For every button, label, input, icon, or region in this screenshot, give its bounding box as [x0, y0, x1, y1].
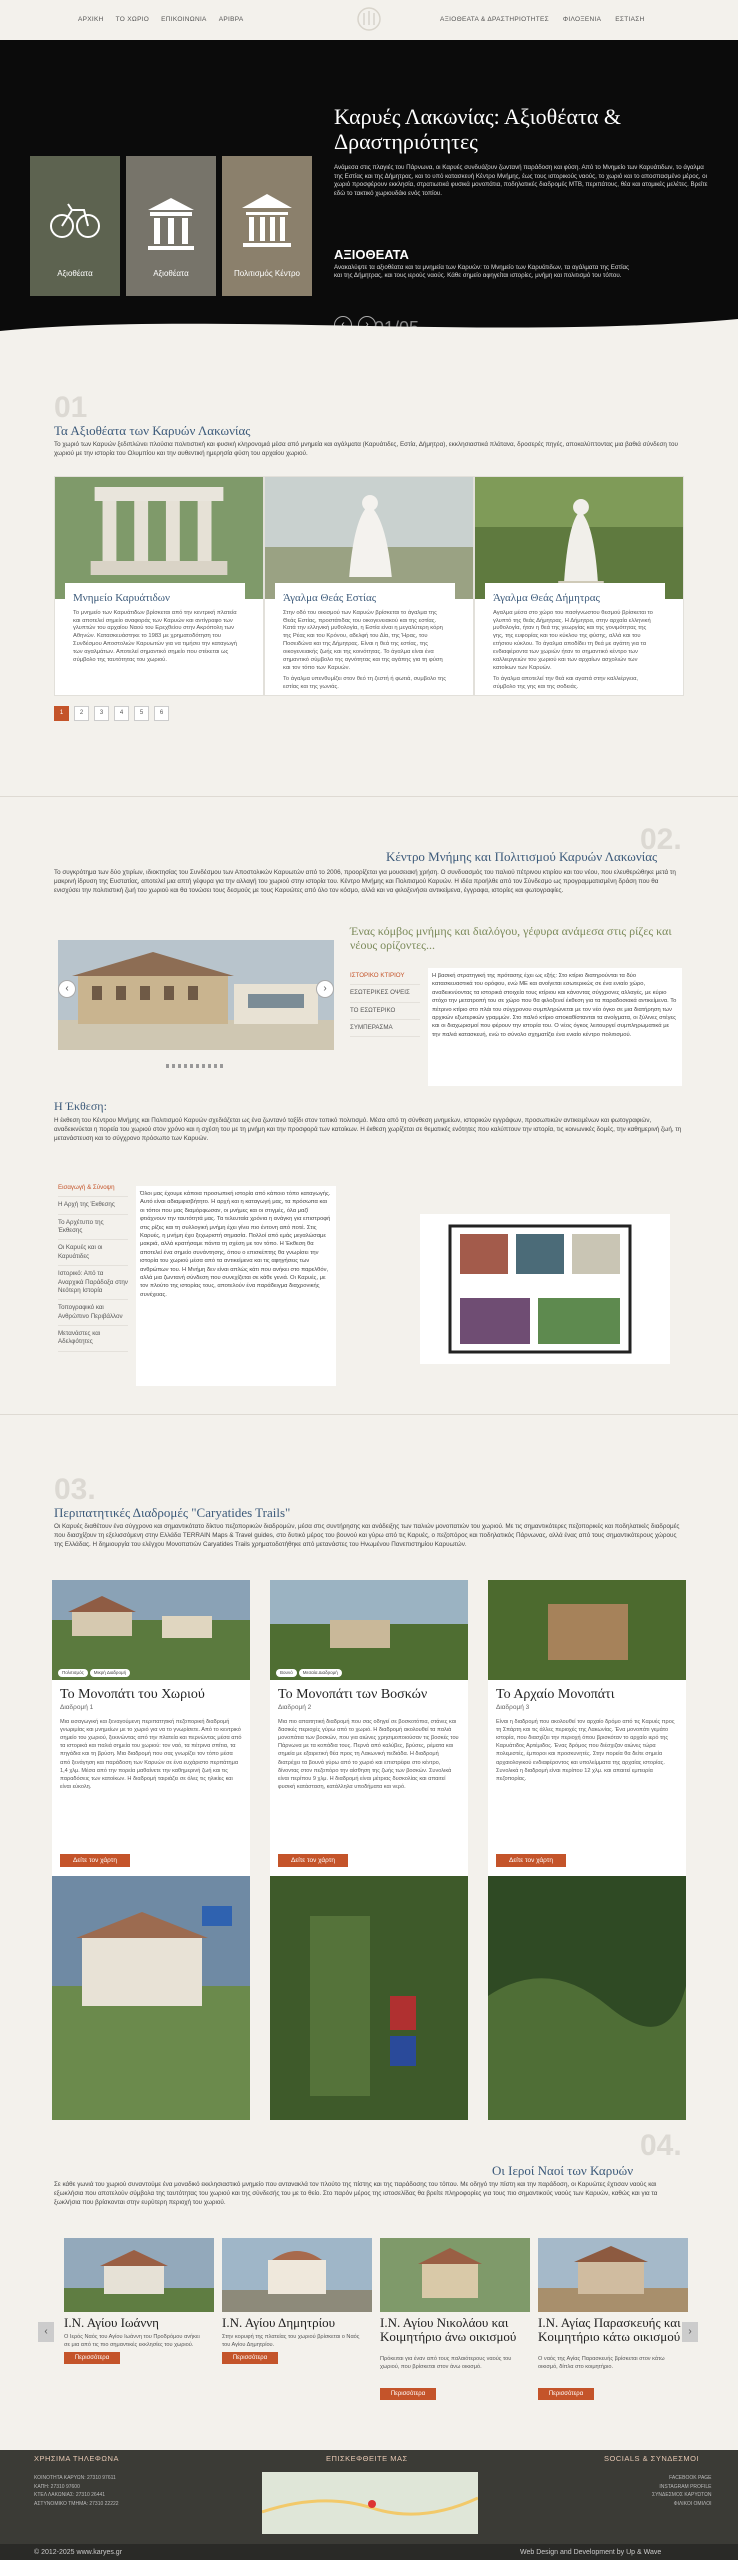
center-subtitle: Ένας κόμβος μνήμης και διαλόγου, γέφυρα ανάμεσα στις ρίζες και νέους ορίζοντες...: [350, 924, 672, 953]
trail-text: Μια εισαγωγική και ξεναγούμενη περιπατητική πεζοπορική διαδρομή γνωριμίας και μνημείων με το χωριό για να το γνωρίσετε. Από το κεντρικό σημείο του χωριού, ξεκινώντας από την πλατεία και περνώντας μέσα από τα ιστορικά και παλιά σημεία του χωριού: τον ναό, τα πέτρινα σπίτια, τα πηγάδια και τη βρύση. Μια διαδρομή που σας γνωρίζει τον τόπο μέσα από ξενάγηση και παράδοση των Καρυών σε ένα ευχάριστο περπάτημα 1,4 χλμ. Μέσα από την πορεία μαθαίνετε την καθημερινή ζωή και τις παραδόσεις των κατοίκων. Η διαδρομή ταιριάζει σε όλες τις ηλικίες και είναι εύκολη.: [60, 1719, 242, 1790]
church-card[interactable]: [222, 2238, 372, 2370]
nav-right: [440, 16, 645, 25]
sight-card[interactable]: [474, 476, 684, 696]
exhibit-intro: Η έκθεση του Κέντρου Μνήμης και Πολιτισμού Καρυών σχεδιάζεται ως ένα ζωντανό ταξίδι στον τοπικό πολιτισμό. Μέσα από τη σύνθεση μνημείων, ιστορικών εγγράφων, προσωπικών αντικειμένων και φωτογραφιών, αναδεικνύεται η πορεία του χωριού στον χρόνο και η σχέση του με τη μνήμη και την προσφορά των κατοίκων. Η έκθεση χωρίζεται σε θεματικές ενότητες που καλύπτουν την ιστορία, τις κοινωνικές δομές, την καθημερινή ζωή, τη μετανάστευση και το σύγχρονο πρόσωπο των Καρυών.: [54, 1117, 682, 1143]
church-image: [538, 2238, 688, 2312]
tab-conclusion[interactable]: ΣΥΜΠΕΡΑΣΜΑ: [350, 1020, 420, 1037]
hero-card-sights[interactable]: [126, 156, 216, 296]
center-tabs: [350, 968, 420, 1037]
trail-card[interactable]: [270, 1580, 468, 2120]
exhibit-menu-item[interactable]: Ιστορικό: Από τα Αναρχικά Παράδοξα στην Νεότερη Ιστορία: [58, 1266, 128, 1300]
hestia-statue-image: [265, 477, 473, 599]
footer-socials-title: SOCIALS & ΣΥΝΔΕΣΜΟΙ: [604, 2454, 700, 2463]
nav-link-contact[interactable]: ΕΠΙΚΟΙΝΩΝΙΑ: [161, 16, 207, 23]
church-card[interactable]: [380, 2238, 530, 2397]
church-text: Πρόκειται για έναν από τους παλαιότερους ναούς του χωριού, που βρίσκεται στον άνω οικισμό.: [380, 2356, 512, 2370]
nav-link-accommodation[interactable]: ΦΙΛΟΞΕΝΙΑ: [562, 16, 602, 23]
tag: Μικρή Διαδρομή: [90, 1669, 130, 1677]
church-card[interactable]: [64, 2238, 214, 2370]
exhibit-menu: [58, 1180, 128, 1352]
tag: Πολιτισμός: [58, 1669, 88, 1677]
nav-link-sights[interactable]: ΑΞΙΟΘΕΑΤΑ & ΔΡΑΣΤΗΡΙΟΤΗΤΕΣ: [440, 16, 549, 23]
section-title: Οι Ιεροί Ναοί των Καρυών: [492, 2163, 634, 2178]
footer-link[interactable]: ΣΥΝΔΕΣΜΟΣ ΚΑΡΥΩΤΩΝ: [652, 2492, 712, 2498]
churches-prev-button[interactable]: ‹: [38, 2322, 54, 2342]
hero-next-button[interactable]: ›: [358, 316, 376, 334]
copyright-text: © 2012-2025 www.karyes.gr: [34, 2549, 123, 2556]
hero-card-label: Πολιτισμός Κέντρο: [234, 269, 300, 279]
hero-card-cycling[interactable]: [30, 156, 120, 296]
page-button[interactable]: 2: [74, 706, 89, 721]
trail-tags: [58, 1668, 132, 1677]
church-title: Ι.Ν. Αγίας Παρασκευής και Κοιμητήριο κάτω οικισμού: [538, 2315, 681, 2344]
footer-visit-title: ΕΠΙΣΚΕΦΘΕΙΤΕ ΜΑΣ: [326, 2454, 408, 2463]
trail-title: Το Αρχαίο Μονοπάτι: [496, 1687, 615, 1702]
exhibit-title: Η Έκθεση:: [54, 1099, 107, 1113]
section-number: 01: [54, 391, 88, 424]
view-map-button[interactable]: Δείτε τον χάρτη: [496, 1854, 566, 1867]
more-button[interactable]: Περισσότερα: [64, 2352, 120, 2364]
hero-card-culture[interactable]: [222, 156, 312, 296]
church-title: Ι.Ν. Αγίου Νικολάου και Κοιμητήριο άνω οικισμού: [380, 2315, 517, 2344]
footer-phones-list: [34, 2474, 119, 2508]
more-button[interactable]: Περισσότερα: [222, 2352, 278, 2364]
sight-card-body: [65, 583, 245, 688]
section-divider: [0, 796, 738, 797]
section-title: Τα Αξιοθέατα των Καρυών Λακωνίας: [54, 423, 251, 438]
sight-card-body: [275, 583, 455, 691]
trail-route: Διαδρομή 3: [496, 1704, 530, 1711]
trail-photo: [270, 1876, 468, 2120]
footer-link[interactable]: INSTAGRAM PROFILE: [659, 2483, 712, 2490]
section-intro: Το συγκρότημα των δύο χτιρίων, ιδιοκτησίας του Συνδέσμου των Αποστολικών Καρυωτών από το 2006, προορίζεται για μουσειακή χρήση. Ο συνδυασμός του παλιού πέτρινου κτιρίου και του νέου, που ελευθερώθηκε μετά τη μακρινή ίδρυση της Ευστατίας, αποτελεί μια απτή γέφυρα για την αλλαγή του χωριού στην ιστορία του. Κέντρο Μνήμης και Πολιτισμού Καρυών. Η ιδέα προήλθε από τον Σύνδεσμο ως προγραμματισμένη δράση που θα ενισχύσει την πολιτιστική ζωή του χωριού και θα τονώσει τους δεσμούς με τους Καρυώτες από όλο τον κόσμο, αλλά και να φιλοξενήσει αντικείμενα, έγγραφα, ιστορίες και φωτογραφίες.: [54, 869, 676, 895]
trail-text: Μια πιο απαιτητική διαδρομή που σας οδηγεί σε βοσκοτόπια, στάνες και δασικές περιοχές γύρω από το χωριό. Η διαδρομή ακολουθεί τα παλιά μονοπάτια των βοσκών, που για αιώνες χρησιμοποιούσαν τις βοσκές του Πάρνωνα με τα κοπάδια τους. Περνά από καλύβες, βρύσες, ρέματα και σημεία με εξαιρετική θέα προς τη Λακωνική πεδιάδα. Η διαδρομή διατρέχει τα βουνά γύρω από το χωριό και επιστρέφει στο κέντρο, δίνοντας στον πεζοπόρο την αίσθηση της ζωής των βοσκών. Συνολικά είναι περίπου 9 χλμ. Η διαδρομή είναι μέτριας δυσκολίας και απαιτεί φυσική κατάσταση, κατάλληλα υποδήματα και νερό.: [278, 1719, 459, 1790]
church-title: Ι.Ν. Αγίου Δημητρίου: [222, 2315, 336, 2330]
church-title: Ι.Ν. Αγίου Ιωάννη: [64, 2315, 159, 2330]
trail-route: Διαδρομή 2: [278, 1704, 312, 1711]
footer-link[interactable]: FACEBOOK PAGE: [669, 2475, 712, 2481]
hero-section-title: ΑΞΙΟΘΕΑΤΑ: [334, 247, 409, 262]
tag: Μεσαία Διαδρομή: [299, 1669, 342, 1677]
view-map-button[interactable]: Δείτε τον χάρτη: [278, 1854, 348, 1867]
sight-card-title: Άγαλμα Θεάς Εστίας: [283, 592, 377, 604]
section-divider: [0, 1414, 738, 1415]
church-image: [222, 2238, 372, 2312]
gallery-next-button[interactable]: ›: [316, 980, 334, 998]
page-button[interactable]: 3: [94, 706, 109, 721]
sight-card-title: Μνημείο Καρυάτιδων: [73, 592, 171, 604]
demeter-statue-image: [475, 477, 683, 599]
section-intro: Οι Καρυές διαθέτουν ένα σύγχρονο και σημαντικότατο δίκτυο πεζοπορικών διαδρομών, μέσα στις συντήρησης και ανάδειξης των παλιών μονοπατιών του χωριού. Με τις σημαντικότερες πεζοπορικές και ποδηλατικές διαδρομές που διασχίζουν τη εξελισσόμενη στην Ελλάδα TERRAIN Maps & Travel guides, στο δυτικό μέρος του βουνού και γύρω από τις Καρυές, ο πεζοπόρος και ποδηλατικός Πάρνωνας, αλλά ένας από τους σημαντικότερους χώρους της Ελλάδας. Η δημιουργία του ελέγχου Μονοπατιών Caryatides Trails χρηματοδοτήθηκε από μετανάστες του Ηνωμένου Πανεπιστημίου Καρυωτών.: [54, 1523, 680, 1549]
view-map-button[interactable]: Δείτε τον χάρτη: [60, 1854, 130, 1867]
trail-shepherds-image: [270, 1580, 468, 1680]
nav-link-arivra[interactable]: ΑΡΙΒΡΑ: [218, 16, 244, 23]
exhibit-menu-item[interactable]: Οι Καρυές και οι Καρυάτιδες: [58, 1240, 128, 1266]
trail-text: Είναι η διαδρομή που ακολουθεί τον αρχαίο δρόμο από τις Καρυές προς τη Σπάρτη και τις άλλες περιοχές της Λακωνίας. Ένα μονοπάτι γεμάτο ιστορία, που διασχίζει την περιοχή όπου βρισκόταν το αρχαίο ιερό της Καρυάτιδος Αρτέμιδος. Ένας δρόμος που διέσχιζαν αιώνες τώρα πολεμιστές, έμποροι και προσκυνητές. Στην πορεία θα δείτε σημεία αρχαιολογικού ενδιαφέροντος και υπολείμματα της αρχαίας ιστορίας. Συνολικά η διαδρομή είναι περίπου 12 χλμ. και απαιτεί εμπειρία πεζοπορίας.: [496, 1719, 675, 1782]
exhibit-menu-item[interactable]: Εισαγωγή & Σύνοψη: [58, 1180, 128, 1197]
sight-card[interactable]: [54, 476, 264, 696]
section-intro: Σε κάθε γωνιά του χωριού συναντούμε ένα μοναδικό εκκλησιαστικό μνημείο που αντανακλά τον πλούτο της πίστης και της παράδοσης του τόπου. Με οδηγό την πίστη και την παράδοση, οι Καρυώτες έχτισαν ναούς και εξωκλήσια που αποτελούν σύμβολα της ταυτότητας του χωριού και της σύνδεσής του με το θείο. Στο παρόν μέρος της ιστοσελίδας θα βρείτε πληροφορίες για τους πιο σημαντικούς ναούς των Καρυών, καθώς και για τα ξωκλήσια που βρίσκονται στην ευρύτερη περιοχή του χωριού.: [54, 2181, 658, 2207]
phone-item[interactable]: ΚΤΕΛ ΛΑΚΩΝΙΑΣ: 27310 26441: [34, 2492, 106, 2498]
sight-card-text: Το μνημείο των Καρυάτιδων βρίσκεται από την κεντρική πλατεία και αποτελεί σημείο αναφοράς των Καρυών και αντίγραφο των γλυπτών του αρχαίου Ναού του Ερεχθείου στην Ακρόπολη των Αθηνών. Κατασκευάστηκε το 1983 με χρηματοδότηση του Συνδέσμου Αποστολιών Καρυωτών για να τιμήσει την καταγωγή των αγαλμάτων. Αποτελεί σημαντικό σημείο που στέκεται ως σύμβολο της ταυτότητας του χωριού.: [73, 609, 238, 663]
caryatides-image: [55, 477, 263, 599]
footer-links-list: [652, 2474, 712, 2508]
nav-link-dining[interactable]: ΕΣΤΙΑΣΗ: [615, 16, 645, 23]
church-text: Ο Ιερός Ναός του Αγίου Ιωάννη του Προδρόμου ανήκει σε μια από τις πιο σημαντικές εκκλησίες του χωριού.: [64, 2334, 200, 2348]
hero-card-label: Αξιοθέατα: [57, 269, 93, 279]
sight-card-extra: Το άγαλμα αποτελεί την θεά και αγαπά στην καλλιέργεια, σύμβολο της γης και της σοδειάς.: [493, 676, 639, 691]
hero-prev-button[interactable]: ‹: [334, 316, 352, 334]
hero-section-text: Ανακαλύψτε τα αξιοθέατα και τα μνημεία των Καρυών: το Μνημείο των Καρυάτιδων, τα αγάλματα της Εστίας και της Δήμητρας, και τους ιερούς ναούς. Κάθε σημείο αφηγείται ιστορίες, μνήμη και πολιτισμό του τόπου.: [334, 264, 630, 280]
section-number: 02.: [640, 823, 682, 856]
sight-card-text: Αγαλμα μέσα στο χώρο του πασίγνωστου θεσμού βρίσκεται το γλυπτό της θεάς Δήμητρας. Η Δήμητρα, στην αρχαία ελληνική μυθολογία, ήταν η θεά της γεωργίας και της γονιμότητας της γης, της ευφορίας και του κύκλου της φύσης, αλλά και του ετήσιου κύκλου. Το άγαλμα αποδίδει τη θεά με αγάπη για τα ενδιαφέροντα των χωριών ήταν το σημαντικό κέντρο των καλλιεργειών του χωριού και των αρχαίων ασχολιών των κατοίκων των Καρυών.: [493, 609, 653, 671]
church-image: [380, 2238, 530, 2312]
nav-left: [78, 16, 244, 25]
church-card[interactable]: [538, 2238, 688, 2397]
tab-exterior[interactable]: ΕΣΩΤΕΡΙΚΕΣ ΟΨΕΙΣ: [350, 985, 420, 1002]
section-number: 03.: [54, 1473, 96, 1506]
hero-title: Καρυές Λακωνίας: Αξιοθέατα & Δραστηριότητες: [334, 104, 621, 155]
trail-village-image: [52, 1580, 250, 1680]
sight-card-body: [485, 583, 665, 691]
page-button[interactable]: 1: [54, 706, 69, 721]
exhibit-menu-item[interactable]: Το Αρχέτυπο της Έκθεσης: [58, 1215, 128, 1241]
hero-wave-divider: [0, 301, 738, 340]
trail-tags: [276, 1668, 344, 1677]
location-map[interactable]: [262, 2472, 478, 2534]
nav-link-village[interactable]: ΤΟ ΧΩΡΙΟ: [115, 16, 150, 23]
phone-item[interactable]: ΚΑΠΗ: 27310 97600: [34, 2483, 80, 2490]
phone-item[interactable]: ΚΟΙΝΟΤΗΤΑ ΚΑΡΥΩΝ: 27310 97611: [34, 2475, 116, 2481]
more-button[interactable]: Περισσότερα: [380, 2388, 436, 2400]
trail-photo: [488, 1876, 686, 2120]
sight-card[interactable]: [264, 476, 474, 696]
floor-plan-image: [420, 1214, 670, 1364]
more-button[interactable]: Περισσότερα: [538, 2388, 594, 2400]
section-title: Περιπατητικές Διαδρομές "Caryatides Trails": [54, 1505, 291, 1520]
credit-text[interactable]: Web Design and Development by Up & Wave: [520, 2549, 662, 2556]
section-number: 04.: [640, 2129, 682, 2162]
page-button[interactable]: 5: [134, 706, 149, 721]
church-text: Ο ναός της Αγίας Παρασκευής βρίσκεται στον κάτω οικισμό, δίπλα στο κοιμητήριο.: [538, 2356, 665, 2370]
tab-content: Η βασική στρατηγική της πρότασης έχει ως εξής: Στο κτίριο διατηρούνται τα δύο κατασκευαστικά του ορόφου, ενώ ΜΕ και ανοίγεται εσωτερικώς σε ένα ενιαίο χώρο, αναδεικνύοντας τα ιστορικά στοιχεία τους κτίριου και κάνοντας σύγχρονες αλλαγές, με κύριο στόχο την μετατροπή του σε χώρο που θα φιλοξενεί έκθεση για τα παραδοσιακά αντικείμενα. Το πέτρινο κτίριο στο πλάι του σύγχρονου συμπληρώνεται με τον νέο όγκο σε μια διατήρηση των αρχικών εξωτερικών γραμμών. Στο παλιό κτίριο αποκαθίστανται τα ανοίγματα, οι ξύλινες στέγες και οι διαχωρισμοί που φέρουν την ιστορία του. Ο νέος όγκος λειτουργεί συμπληρωματικά με την παλιά κατασκευή, ενώ το σύνολο σχηματίζει ένα ενιαίο κέντρο πολιτισμού.: [428, 968, 682, 1086]
trail-photo: [52, 1876, 250, 2120]
church-image: [64, 2238, 214, 2312]
tab-interior[interactable]: ΤΟ ΕΣΩΤΕΡΙΚΟ: [350, 1003, 420, 1020]
churches-next-button[interactable]: ›: [682, 2322, 698, 2342]
trail-title: Το Μονοπάτι των Βοσκών: [278, 1687, 428, 1702]
exhibit-body: Όλοι μας έχουμε κάποια προσωπική ιστορία από κάποιο τόπο καταγωγής. Αυτό είναι αδιαμφισβήτητο. Η αρχή και η καταγωγή μας, τα πρόσωπα και οι τόποι που μας διαμόρφωσαν, οι μνήμες και οι στιγμές, όλα μαζί φτιάχνουν την ταυτότητά μας. Τα τελευταία χρόνια η ανάγκη για επιστροφή στις ρίζες και τη συλλογική μνήμη έχει γίνει πιο έντονη από ποτέ. Στις Καρυές, η μνήμη έχει ξεχωριστή σημασία. Πολλοί από εμάς μεγαλώσαμε μακριά, αλλά κρατήσαμε πάντα τη σχέση με τον τόπο. Η Έκθεση θα αποτελεί ένα σημείο συνάντησης, όπου ο επισκέπτης θα γνωρίσει την ιστορία του χωριού μέσα από τα αντικείμενα και τις αφηγήσεις των ανθρώπων του. Η Μνήμη δεν είναι απλώς κάτι που ανήκει στο παρελθόν, αλλά μια ζωντανή σύνδεση που συνεχίζεται σε κάθε γενιά. Οι Καρυές, με τον πλούτο της ιστορίας τους, αποτελούν ένα παράδειγμα διαχρονικής συνέχειας.: [136, 1186, 336, 1386]
exhibit-menu-item[interactable]: Η Αρχή της Έκθεσης: [58, 1197, 128, 1214]
sight-card-text: Στην οδό του οικισμού των Καρυών βρίσκεται το άγαλμα της Θεάς Εστίας, προστάτιδας του οικογενειακού και της εστίας. Κατά την ελληνική μυθολογία, η Εστία είναι η μεγαλύτερη κόρη της Ρέας και του Κρόνου, αδελφή του Δία, της Ήρας, του Ποσειδώνα και της Δήμητρας. Είναι η θεά της εστίας, της οικογενειακής ζωής και της κοινότητας. Το άγαλμα είναι ένα σημαντικό σύμβολο της αγνότητας και της αγάπης για τη φύση και τον τόπο των Καρυών.: [283, 609, 443, 671]
hero-card-label: Αξιοθέατα: [153, 269, 189, 279]
tag: Βουνό: [276, 1669, 297, 1677]
nav-link-home[interactable]: ΑΡΧΙΚΗ: [78, 16, 104, 23]
hero-intro: Ανάμεσα στις πλαγιές του Πάρνωνα, οι Καρυές συνδυάζουν ζωντανή παράδοση και φύση. Από το Μνημείο των Καρυάτιδων, το άγαλμα της Εστίας και της Δήμητρας, και το υπό κατασκευή Κέντρο Μνήμης, έως τους ιστορικούς ναούς, το χωριό και το αποσπασμένο μέρος, οι χωριό προσφέρουν εκκλησία, στρατιωτικά φυσικά μονοπάτια, ποδηλατικές διαδρομές MTB, περιπάτους, θέα και ατομικές μελέτες. Βρείτε εδώ το τακτικό χωριουδάκι ενός τοπίου.: [334, 164, 708, 198]
center-building-image: [58, 940, 334, 1050]
exhibit-menu-item[interactable]: Τοπογραφικό και Ανθρώπινο Περιβάλλον: [58, 1300, 128, 1326]
tab-building-history[interactable]: ΙΣΤΟΡΙΚΟ ΚΤΙΡΙΟΥ: [350, 968, 420, 985]
sight-card-title: Άγαλμα Θεάς Δήμητρας: [493, 592, 600, 604]
section-intro: Το χωριό των Καρυών ξεδιπλώνει πλούσια πολιτιστική και φυσική κληρονομιά μέσα από μνημεία και αγάλματα (Καρυάτιδες, Εστία, Δήμητρα), εκκλησιαστικά πλάτανα, δροσερές πηγές, αποκαλύπτοντας μια βαθιά σύνδεση του χωριού με την ιστορία του Ολυμπίου και την αυθεντική ημερησία φύση του αρχαίου χωριού.: [54, 441, 678, 458]
sight-card-extra: Το άγαλμα υπενθυμίζει στον θεό τη ζεστή ή φωτιά, συμβολο της εστίας και της γωνιάς.: [283, 676, 447, 691]
footer-bottom-bar: [0, 2544, 738, 2560]
gallery-prev-button[interactable]: ‹: [58, 980, 76, 998]
top-navigation: [0, 0, 738, 40]
sights-pagination: [54, 706, 169, 721]
trail-card[interactable]: [52, 1580, 250, 2120]
gallery-dots[interactable]: [166, 1064, 226, 1068]
church-text: Στην κορυφή της πλατείας του χωριού βρίσκεται ο Ναός του Αγίου Δημητρίου.: [222, 2334, 360, 2348]
trail-card[interactable]: [488, 1580, 686, 2120]
phone-item[interactable]: ΑΣΤΥΝΟΜΙΚΟ ΤΜΗΜΑ: 27310 22222: [34, 2500, 119, 2507]
footer: [0, 2450, 738, 2560]
hero-section: [0, 40, 738, 340]
section-title: Κέντρο Μνήμης και Πολιτισμού Καρυών Λακωνίας: [386, 849, 658, 864]
site-logo-icon[interactable]: [352, 4, 386, 34]
footer-link[interactable]: ΦΙΛΙΚΟΙ ΟΜΙΛΟΙ: [673, 2500, 712, 2507]
footer-phones-title: ΧΡΗΣΙΜΑ ΤΗΛΕΦΩΝΑ: [34, 2454, 119, 2463]
page-button[interactable]: 4: [114, 706, 129, 721]
trail-ancient-image: [488, 1580, 686, 1680]
trail-title: Το Μονοπάτι του Χωριού: [60, 1687, 205, 1702]
page-button[interactable]: 6: [154, 706, 169, 721]
trail-route: Διαδρομή 1: [60, 1704, 94, 1711]
exhibit-menu-item[interactable]: Μετανάστες και Αδελφότητες: [58, 1326, 128, 1352]
